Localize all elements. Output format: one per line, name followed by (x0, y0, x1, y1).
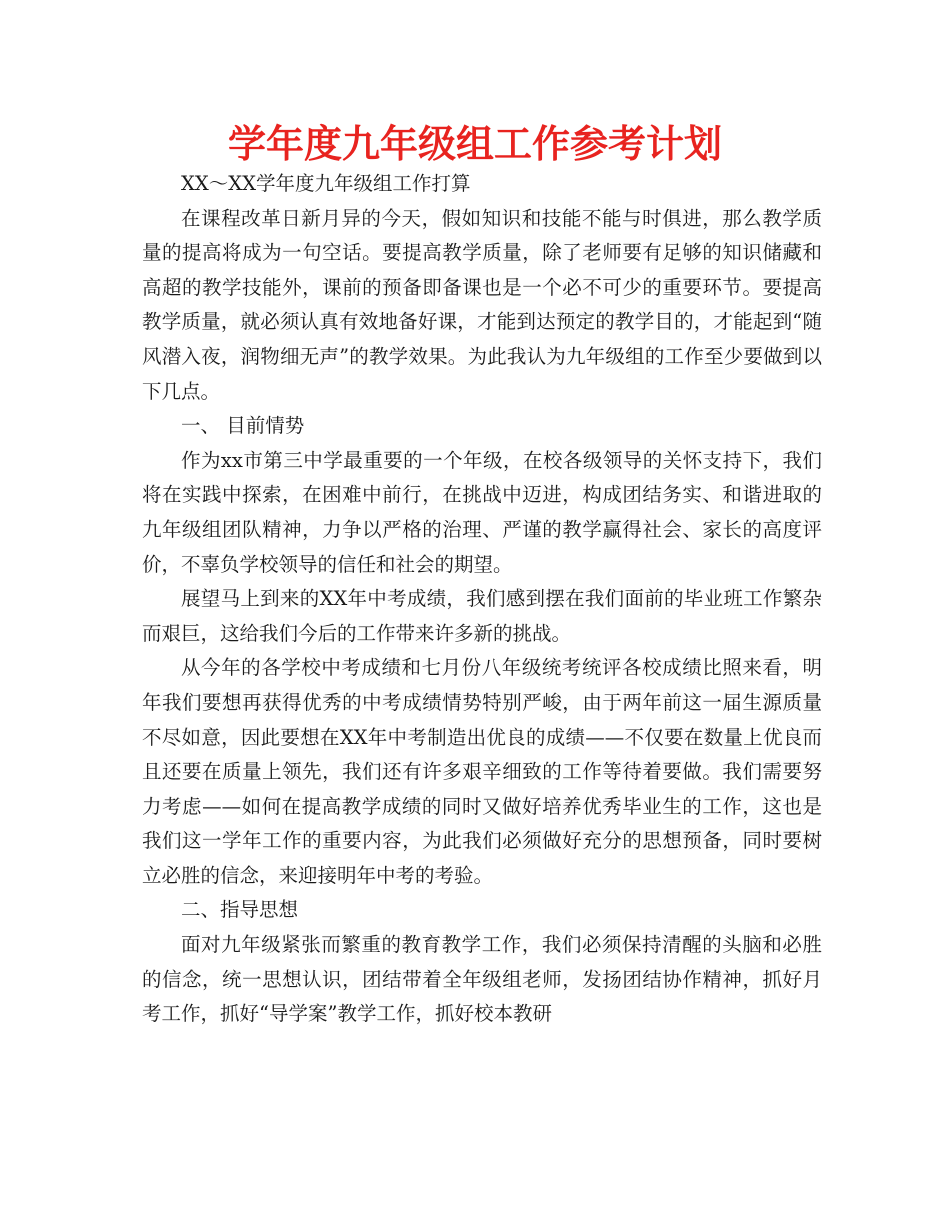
paragraph-guiding-1: 面对九年级紧张而繁重的教育教学工作，我们必须保持清醒的头脑和必胜的信念，统一思想认识，团结带着全年级组老师，发扬团结协作精神，抓好月考工作，抓好“导学案”教学工作，抓好校本教研 (142, 933, 822, 1026)
paragraph-intro: 在课程改革日新月异的今天，假如知识和技能不能与时俱进，那么教学质量的提高将成为一句空话。要提高教学质量，除了老师要有足够的知识储藏和高超的教学技能外，课前的预备即备课也是一个必不可少的重要环节。要提高教学质量，就必须认真有效地备好课，才能到达预定的教学目的，才能起到“随风潜入夜，润物细无声”的教学效果。为此我认为九年级组的工作至少要做到以下几点。 (142, 206, 822, 403)
paragraph-situation-2: 展望马上到来的XX年中考成绩，我们感到摆在我们面前的毕业班工作繁杂而艰巨，这给我们今后的工作带来许多新的挑战。 (142, 587, 822, 645)
section-heading-situation: 一、 目前情势 (181, 414, 305, 438)
paragraph-situation-1: 作为xx市第三中学最重要的一个年级，在校各级领导的关怀支持下，我们将在实践中探索，在困难中前行，在挑战中迈进，构成团结务实、和谐进取的九年级组团队精神，力争以严格的治理、严谨的教学赢得社会、家长的高度评价，不辜负学校领导的信任和社会的期望。 (142, 448, 822, 576)
document-body (142, 167, 822, 1032)
document-title: 学年度九年级组工作参考计划 (227, 122, 722, 166)
section-heading-guiding: 二、指导思想 (181, 898, 299, 922)
document-subtitle: XX～XX学年度九年级组工作打算 (181, 172, 471, 195)
paragraph-situation-3: 从今年的各学校中考成绩和七月份八年级统考统评各校成绩比照来看，明年我们要想再获得优秀的中考成绩情势特别严峻，由于两年前这一届生源质量不尽如意，因此要想在XX年中考制造出优良的成绩——不仅要在数量上优良而且还要在质量上领先，我们还有许多艰辛细致的工作等待着要做。我们需要努力考虑——如何在提高教学成绩的同时又做好培养优秀毕业生的工作，这也是我们这一学年工作的重要内容，为此我们必须做好充分的思想预备，同时要树立必胜的信念，来迎接明年中考的考验。 (142, 656, 822, 887)
